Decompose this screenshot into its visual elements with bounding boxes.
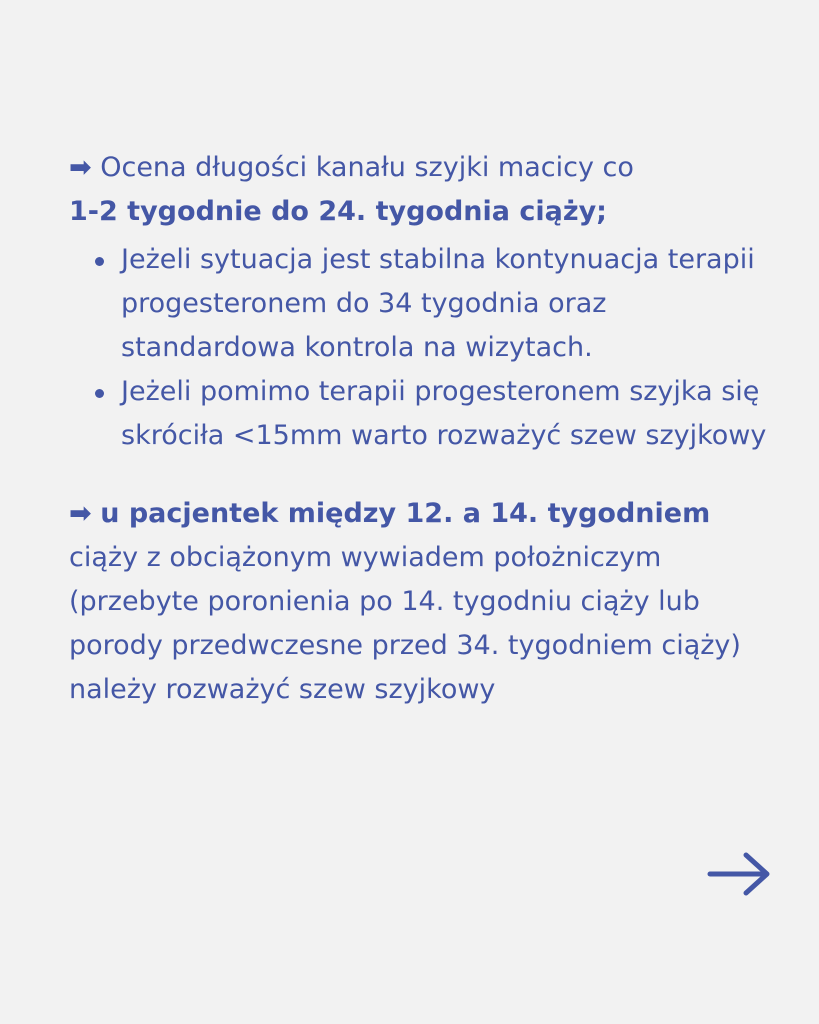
bullet-text: Jeżeli pomimo terapii progesteronem szyjka się skróciła <15mm warto rozważyć szew szyjkowy [121,376,767,451]
bullet-dot-icon [95,389,104,398]
section1-paragraph [69,146,769,234]
section2-text-regular: ciąży z obciążonym wywiadem położniczym (przebyte poronienia po 14. tygodniu ciąży lub porody przedwczesne przed 34. tygodniem ciąży) należy rozważyć szew szyjkowy [69,542,741,705]
section2-paragraph [69,492,769,712]
bullet-dot-icon [95,257,104,266]
right-arrow-icon: ➡ [69,152,92,183]
bullet-list [69,238,769,458]
slide-content [69,146,769,712]
section1-text-regular: Ocena długości kanału szyjki macicy co [100,152,634,183]
section1-text-bold: 1-2 tygodnie do 24. tygodnia ciąży; [69,196,607,227]
list-item [69,370,769,458]
right-arrow-icon: ➡ [69,498,92,529]
arrow-right-icon[interactable] [706,850,772,898]
list-item [69,238,769,370]
bullet-text: Jeżeli sytuacja jest stabilna kontynuacja terapii progesteronem do 34 tygodnia oraz standardowa kontrola na wizytach. [121,244,755,363]
section2-text-bold: u pacjentek między 12. a 14. tygodniem [100,498,711,529]
